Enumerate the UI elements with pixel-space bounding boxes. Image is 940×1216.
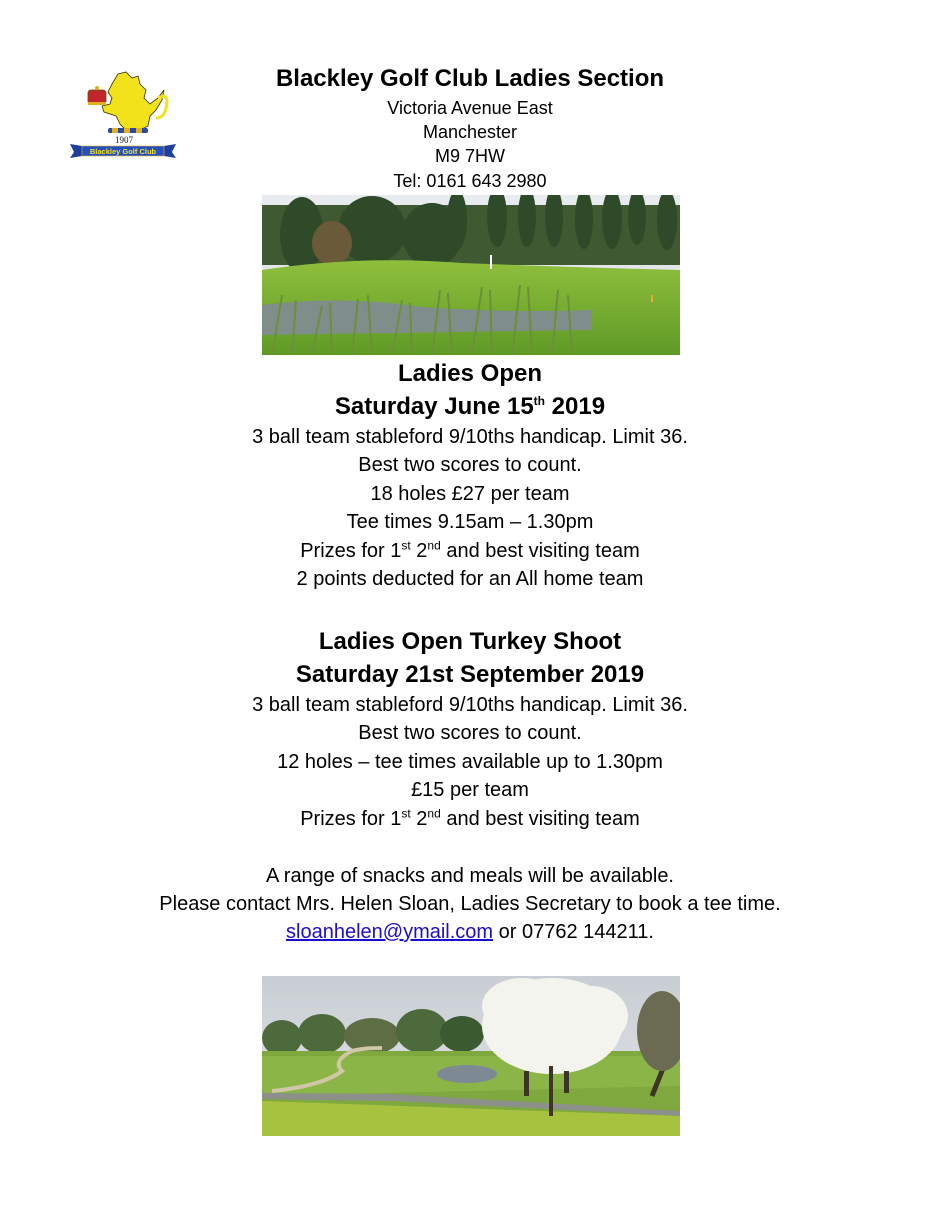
event2-prizes	[0, 805, 940, 834]
event1-date-text: Saturday June 15	[334, 393, 534, 420]
event1-format: 3 ball team stableford 9/10ths handicap. Limit 36.	[252, 426, 688, 448]
prizes-sup: nd	[427, 806, 441, 821]
golf-green-photo	[262, 195, 680, 355]
prizes-text: Prizes for 1	[300, 540, 402, 562]
event1-date	[0, 390, 940, 423]
event1-fee: 18 holes £27 per team	[370, 483, 570, 505]
prizes-text: and best visiting team	[440, 540, 640, 562]
email-link[interactable]: sloanhelen@ymail.com	[286, 921, 494, 943]
event1-tee-times: Tee times 9.15am – 1.30pm	[346, 511, 594, 533]
golf-fairway-photo	[262, 976, 680, 1136]
contact-details	[0, 918, 940, 947]
prizes-sup: nd	[427, 538, 441, 553]
event1-deduction: 2 points deducted for an All home team	[296, 568, 644, 590]
contact-note: Please contact Mrs. Helen Sloan, Ladies Secretary to book a tee time.	[159, 893, 781, 915]
prizes-sup: st	[401, 538, 411, 553]
phone-number: or 07762 144211.	[493, 921, 654, 943]
event2-fee: £15 per team	[411, 779, 529, 801]
prizes-text: 2	[410, 540, 428, 562]
prizes-text: 2	[410, 808, 428, 830]
event1-title: Ladies Open	[397, 360, 543, 387]
event2-date: Saturday 21st September 2019	[295, 661, 645, 688]
telephone: Tel: 0161 643 2980	[393, 171, 547, 191]
event1-prizes	[0, 537, 940, 566]
address-street: Victoria Avenue East	[387, 98, 553, 118]
prizes-text: and best visiting team	[440, 808, 640, 830]
event2-title: Ladies Open Turkey Shoot	[318, 628, 622, 655]
address-postcode: M9 7HW	[434, 146, 505, 166]
event1-date-year: 2019	[545, 393, 606, 420]
event1-date-sup: th	[533, 394, 545, 408]
event1-scoring: Best two scores to count.	[358, 454, 582, 476]
page-title: Blackley Golf Club Ladies Section	[275, 65, 665, 92]
prizes-text: Prizes for 1	[300, 808, 402, 830]
event2-format: 3 ball team stableford 9/10ths handicap. Limit 36.	[252, 694, 688, 716]
address-city: Manchester	[422, 122, 518, 142]
catering-note: A range of snacks and meals will be available.	[265, 865, 674, 887]
crest-year: 1907	[115, 135, 133, 145]
prizes-sup: st	[401, 806, 411, 821]
crest-banner-text: Blackley Golf Club	[89, 147, 157, 156]
event2-holes: 12 holes – tee times available up to 1.30pm	[277, 751, 663, 773]
event2-scoring: Best two scores to count.	[358, 722, 582, 744]
